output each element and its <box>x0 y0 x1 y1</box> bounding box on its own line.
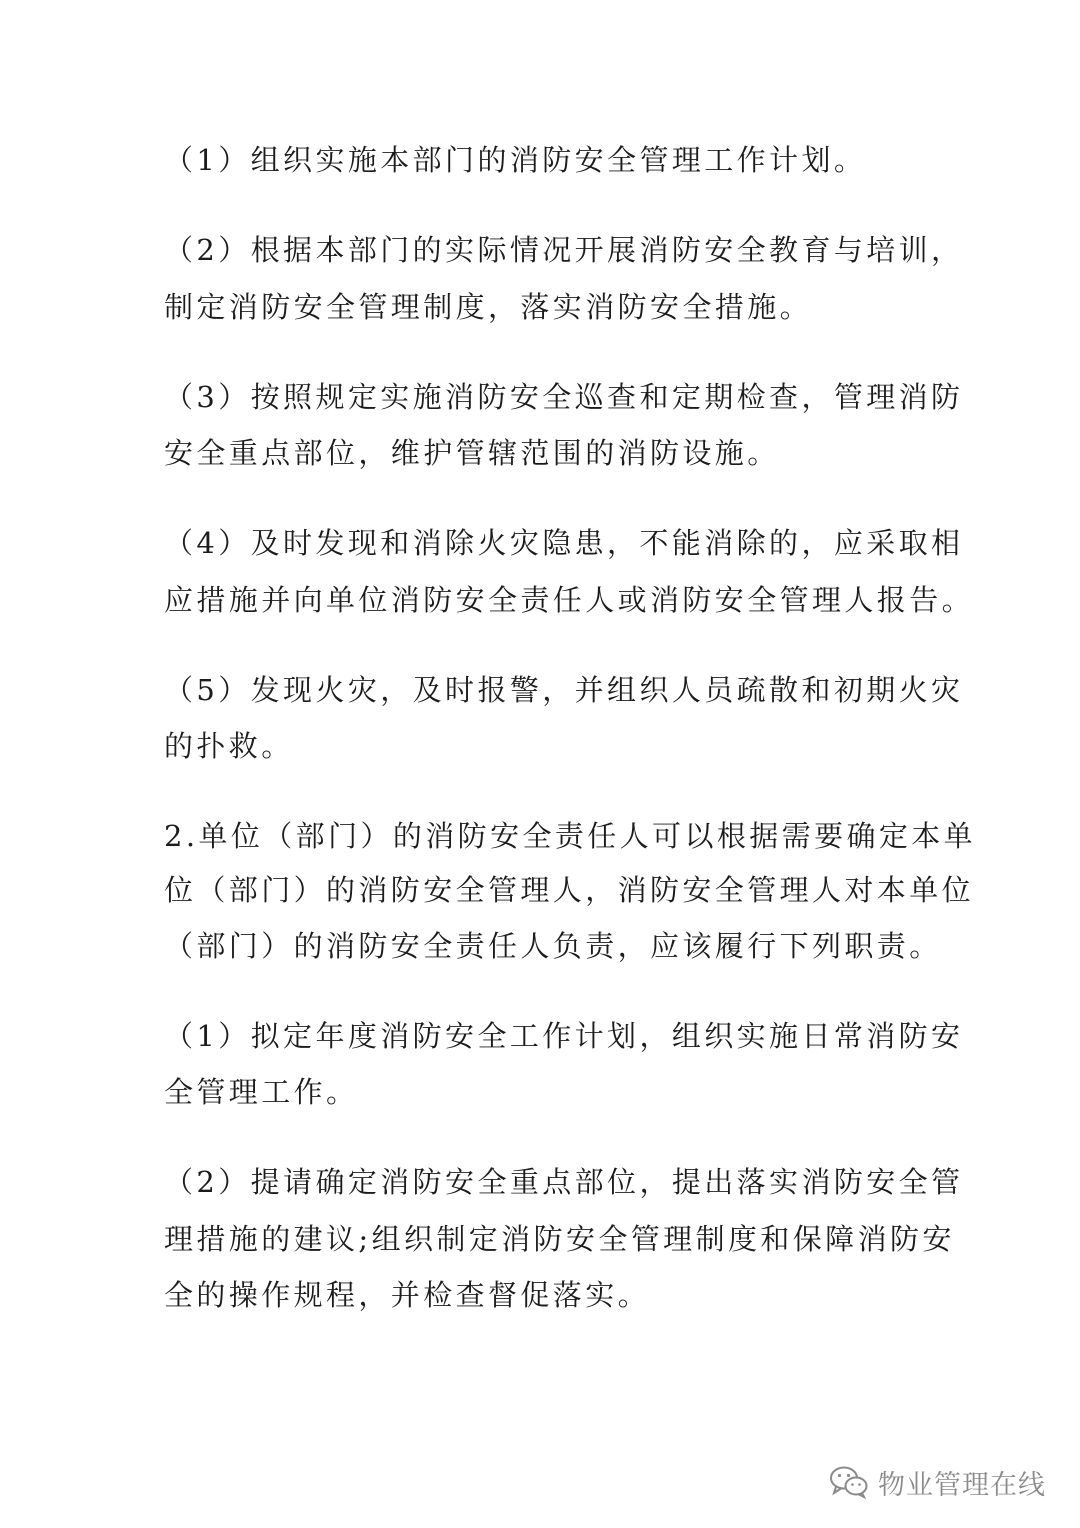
text-line: （4）及时发现和消除火灾隐患，不能消除的，应采取相 <box>164 526 964 560</box>
text-line: 应措施并向单位消防安全责任人或消防安全管理人报告。 <box>164 583 975 617</box>
wechat-icon <box>828 1465 870 1499</box>
text-line: （2）提请确定消防安全重点部位，提出落实消防安全管 <box>164 1165 964 1199</box>
text-line: 安全重点部位，维护管辖范围的消防设施。 <box>164 436 780 470</box>
text-line: （2）根据本部门的实际情况开展消防安全教育与培训， <box>164 233 964 267</box>
text-line: （部门）的消防安全责任人负责，应该履行下列职责。 <box>164 929 942 963</box>
text-line: （1）拟定年度消防安全工作计划，组织实施日常消防安 <box>164 1019 964 1053</box>
text-line: 制定消防安全管理制度，落实消防安全措施。 <box>164 290 813 324</box>
text-line: （3）按照规定实施消防安全巡查和定期检查，管理消防 <box>164 380 964 414</box>
text-line: （1）组织实施本部门的消防安全管理工作计划。 <box>164 143 867 177</box>
text-line: 理措施的建议;组织制定消防安全管理制度和保障消防安 <box>164 1222 955 1256</box>
text-line: 位（部门）的消防安全管理人，消防安全管理人对本单位 <box>164 873 975 907</box>
watermark-text: 物业管理在线 <box>878 1469 1046 1501</box>
text-line: 的扑救。 <box>164 729 294 763</box>
watermark <box>828 1460 1046 1504</box>
text-line: （5）发现火灾，及时报警，并组织人员疏散和初期火灾 <box>164 673 964 707</box>
text-line: 全管理工作。 <box>164 1075 359 1109</box>
text-line: 2.单位（部门）的消防安全责任人可以根据需要确定本单 <box>164 819 977 853</box>
text-line: 全的操作规程，并检查督促落实。 <box>164 1278 651 1312</box>
